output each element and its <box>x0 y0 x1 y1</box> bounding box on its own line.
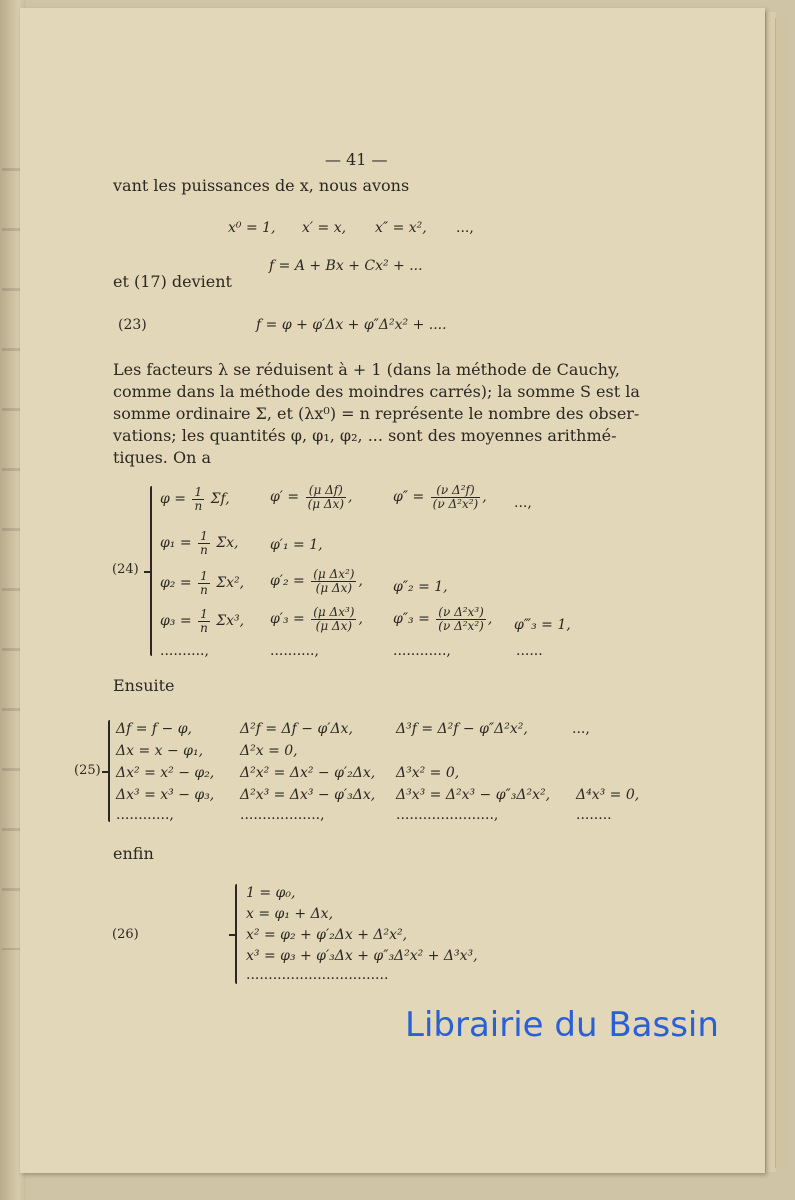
eq25-r4-c4: Δ⁴x³ = 0, <box>576 787 640 803</box>
page-number: — 41 — <box>325 150 388 169</box>
paragraph-line-2: comme dans la méthode des moindres carrés); la somme S est la <box>113 382 640 401</box>
eq25-r1-c1: Δf = f − φ, <box>116 721 192 737</box>
eq25-r4-c1: Δx³ = x³ − φ₃, <box>116 787 215 803</box>
eq-f-expansion: f = A + Bx + Cx² + ... <box>269 258 423 274</box>
eq24-row5-dots-1: .........., <box>160 643 209 659</box>
eq25-r2-c2: Δ²x = 0, <box>240 743 298 759</box>
eq24-row1-phi-prime: φ′ = $\frac{\text{(μ Δf)}}{\text{(μ Δx)}}$ , <box>270 483 353 511</box>
eq24-label: (24) <box>112 562 139 577</box>
eq25-label: (25) <box>74 763 101 778</box>
eq25-r5-c3: ......................, <box>396 807 499 823</box>
eq24-row4-phi3-third: φ‴₃ = 1, <box>514 617 571 633</box>
eq-power-1: x′ = x, <box>302 220 347 236</box>
eq25-r1-c3: Δ³f = Δ²f − φ″Δ²x², <box>396 721 528 737</box>
eq24-row3-phi2-prime: φ′₂ = $\frac{\text{(μ Δx²)}}{\text{(μ Δx)}}$ , <box>270 567 363 595</box>
eq25-r5-c4: ........ <box>576 807 612 823</box>
eq25-r1-c2: Δ²f = Δf − φ′Δx, <box>240 721 353 737</box>
eq25-r5-c2: .................., <box>240 807 325 823</box>
paragraph-line-3: somme ordinaire Σ, et (λx⁰) = n représente le nombre des obser- <box>113 404 640 423</box>
paragraph-line-5: tiques. On a <box>113 448 211 467</box>
eq24-row5-dots-3: ............, <box>393 643 451 659</box>
eq-power-0: x⁰ = 1, <box>228 220 276 236</box>
eq25-brace <box>108 720 110 822</box>
eq25-r5-c1: ............, <box>116 807 174 823</box>
eq25-r3-c3: Δ³x² = 0, <box>396 765 460 781</box>
eq-power-3: ..., <box>456 220 474 236</box>
eq26-row2: x = φ₁ + Δx, <box>246 906 334 922</box>
eq24-row2-phi1: φ₁ = $\frac{1}{n}$ Σx, <box>160 529 239 557</box>
eq26-row5: ................................ <box>246 967 389 983</box>
spine-text-bleed <box>2 150 20 950</box>
eq25-r3-c2: Δ²x² = Δx² − φ′₂Δx, <box>240 765 376 781</box>
eq24-row1-phi-second: φ″ = $\frac{\text{(ν Δ²f)}}{\text{(ν Δ²x²)}}$ , <box>393 483 487 511</box>
eq24-row4-phi3-prime: φ′₃ = $\frac{\text{(μ Δx³)}}{\text{(μ Δx)}}$ , <box>270 605 363 633</box>
eq24-row4-phi3-second: φ″₃ = $\frac{\text{(ν Δ²x³)}}{\text{(ν Δ²x²)}}$ , <box>393 605 493 633</box>
eq26-row4: x³ = φ₃ + φ′₃Δx + φ″₃Δ²x² + Δ³x³, <box>246 948 478 964</box>
watermark-text: Librairie du Bassin <box>405 1005 719 1045</box>
eq24-row5-dots-4: ...... <box>516 643 543 659</box>
eq25-r1-c4: ..., <box>572 721 590 737</box>
eq25-r4-c3: Δ³x³ = Δ²x³ − φ″₃Δ²x², <box>396 787 551 803</box>
eq25-r2-c1: Δx = x − φ₁, <box>116 743 204 759</box>
page-edge-back <box>775 18 786 1168</box>
paragraph-line-4: vations; les quantités φ, φ₁, φ₂, ... sont des moyennes arithmé- <box>113 426 617 445</box>
paragraph-line-1: Les facteurs λ se réduisent à + 1 (dans la méthode de Cauchy, <box>113 360 620 379</box>
eq23-formula: f = φ + φ′Δx + φ″Δ²x² + .... <box>256 317 447 333</box>
eq24-row1-phi: φ = $\frac{1}{n}$ Σf, <box>160 485 230 513</box>
eq24-row4-phi3: φ₃ = $\frac{1}{n}$ Σx³, <box>160 607 245 635</box>
eq26-row1: 1 = φ₀, <box>246 885 296 901</box>
eq23-label: (23) <box>118 317 147 333</box>
eq26-label: (26) <box>112 927 139 942</box>
eq24-row5-dots-2: .........., <box>270 643 319 659</box>
eq-power-2: x″ = x², <box>375 220 427 236</box>
eq24-row2-phi1-prime: φ′₁ = 1, <box>270 537 323 553</box>
ensuite: Ensuite <box>113 676 175 695</box>
eq26-brace <box>235 884 237 984</box>
eq24-row3-phi2: φ₂ = $\frac{1}{n}$ Σx², <box>160 569 245 597</box>
book-page <box>20 8 765 1173</box>
eq25-r3-c1: Δx² = x² − φ₂, <box>116 765 215 781</box>
eq24-row1-ellipsis: ..., <box>514 495 532 511</box>
eq26-row3: x² = φ₂ + φ′₂Δx + Δ²x², <box>246 927 408 943</box>
eq24-row3-phi2-second: φ″₂ = 1, <box>393 579 448 595</box>
enfin: enfin <box>113 844 154 863</box>
et-devient: et (17) devient <box>113 272 232 291</box>
intro-line: vant les puissances de x, nous avons <box>113 176 410 195</box>
eq24-brace <box>150 486 152 656</box>
eq25-r4-c2: Δ²x³ = Δx³ − φ′₃Δx, <box>240 787 376 803</box>
